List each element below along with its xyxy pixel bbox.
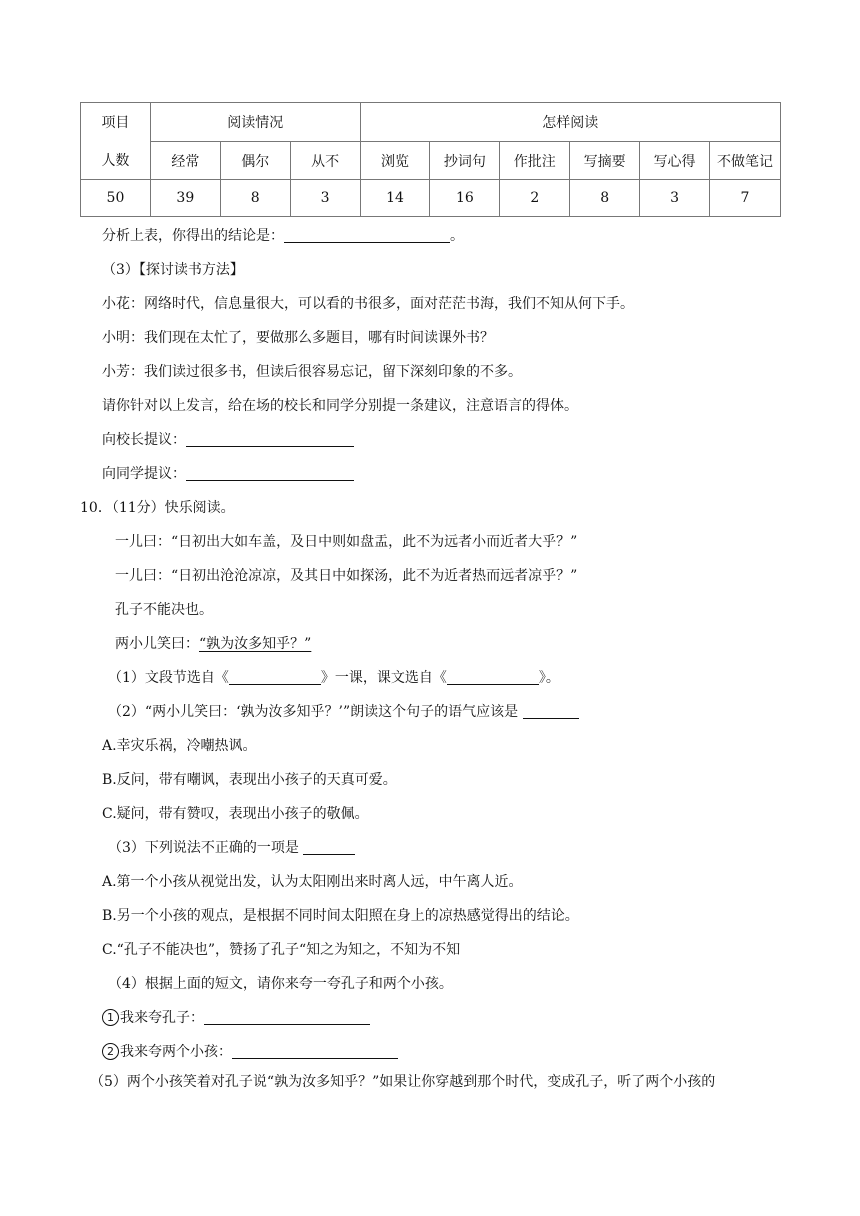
subheader-cell: 抄词句 <box>430 142 500 180</box>
passage-line: 一儿曰：“日初出大如车盖，及日中则如盘盂，此不为远者小而近者大乎？” <box>115 534 578 550</box>
subquestion-4: （4）根据上面的短文，请你来夸一夸孔子和两个小孩。 <box>108 976 453 992</box>
analysis-answer-blank[interactable] <box>284 226 450 243</box>
circled-number: 1 <box>102 1009 119 1026</box>
xiaohua-statement: 小花：网络时代，信息量很大，可以看的书很多，面对茫茫书海，我们不知从何下手。 <box>102 296 634 312</box>
classmate-suggestion-line: 向同学提议： <box>102 464 354 484</box>
subheader-cell: 浏览 <box>360 142 430 180</box>
subheader-cell: 偶尔 <box>220 142 290 180</box>
book-title-blank[interactable] <box>447 668 539 685</box>
table-cell: 8 <box>220 180 290 217</box>
subheader-cell: 从不 <box>290 142 360 180</box>
header-how-to-read: 怎样阅读 <box>360 103 780 142</box>
table-cell: 16 <box>430 180 500 217</box>
xiaoming-statement: 小明：我们现在太忙了，要做那么多题目，哪有时间读课外书？ <box>102 330 494 346</box>
praise-confucius-line: 1 我来夸孔子： <box>102 1008 370 1028</box>
option-c: C.疑问，带有赞叹，表现出小孩子的敬佩。 <box>102 806 369 822</box>
instruction-text: 请你针对以上发言，给在场的校长和同学分别提一条建议，注意语言的得体。 <box>102 398 578 414</box>
subquestion-5: （5）两个小孩笑着对孔子说“孰为汝多知乎？”如果让你穿越到那个时代，变成孔子，听了两个小孩的 <box>90 1074 716 1090</box>
subheader-cell: 写心得 <box>640 142 710 180</box>
option-b: B.反问，带有嘲讽，表现出小孩子的天真可爱。 <box>102 772 397 788</box>
praise-children-blank[interactable] <box>232 1042 398 1059</box>
question-10-header: 10．（11分）快乐阅读。 <box>80 500 235 516</box>
option-c: C.“孔子不能决也”，赞扬了孔子“知之为知之，不知为不知 <box>102 942 461 958</box>
underlined-quote: “孰为汝多知乎？” <box>199 636 312 652</box>
table-cell: 3 <box>290 180 360 217</box>
table-cell: 14 <box>360 180 430 217</box>
table-cell: 3 <box>640 180 710 217</box>
header-people: 人数 <box>81 142 151 180</box>
tone-answer-blank[interactable] <box>523 702 579 719</box>
principal-suggestion-line: 向校长提议： <box>102 430 354 450</box>
subquestion-2: （2）“两小儿笑曰：‘孰为汝多知乎？’”朗读这个句子的语气应该是 <box>108 702 579 722</box>
praise-children-line: 2 我来夸两个小孩： <box>102 1042 398 1062</box>
table-cell: 39 <box>150 180 220 217</box>
incorrect-choice-blank[interactable] <box>303 838 355 855</box>
header-reading-status: 阅读情况 <box>150 103 360 142</box>
passage-line: 孔子不能决也。 <box>115 602 213 618</box>
option-b: B.另一个小孩的观点，是根据不同时间太阳照在身上的凉热感觉得出的结论。 <box>102 908 579 924</box>
subheader-cell: 经常 <box>150 142 220 180</box>
table-row <box>81 180 781 217</box>
subheader-cell: 写摘要 <box>570 142 640 180</box>
option-a: A.幸灾乐祸，冷嘲热讽。 <box>102 738 257 754</box>
table-cell: 7 <box>710 180 781 217</box>
subheader-cell: 不做笔记 <box>710 142 781 180</box>
table-cell: 8 <box>570 180 640 217</box>
circled-number: 2 <box>102 1043 119 1060</box>
subquestion-1: （1）文段节选自《 》一课，课文选自《 》。 <box>108 670 560 686</box>
survey-table <box>80 102 781 217</box>
principal-answer-blank[interactable] <box>186 430 354 447</box>
classmate-answer-blank[interactable] <box>186 464 354 481</box>
table-cell: 50 <box>81 180 151 217</box>
analysis-line: 分析上表，你得出的结论是： 。 <box>102 228 464 244</box>
passage-line: 一儿曰：“日初出沧沧凉凉，及其日中如探汤，此不为近者热而远者凉乎？” <box>115 568 578 584</box>
subheader-cell: 作批注 <box>500 142 570 180</box>
option-a: A.第一个小孩从视觉出发，认为太阳刚出来时离人远，中午离人近。 <box>102 874 523 890</box>
header-item: 项目 <box>81 103 151 142</box>
table-cell: 2 <box>500 180 570 217</box>
subquestion-3: （3）下列说法不正确的一项是 <box>108 838 355 858</box>
part3-title: （3）【探讨读书方法】 <box>102 262 244 278</box>
xiaofang-statement: 小芳：我们读过很多书，但读后很容易忘记，留下深刻印象的不多。 <box>102 364 522 380</box>
praise-confucius-blank[interactable] <box>204 1008 370 1025</box>
lesson-title-blank[interactable] <box>229 668 321 685</box>
passage-line: 两小儿笑曰：“孰为汝多知乎？” <box>115 636 312 652</box>
